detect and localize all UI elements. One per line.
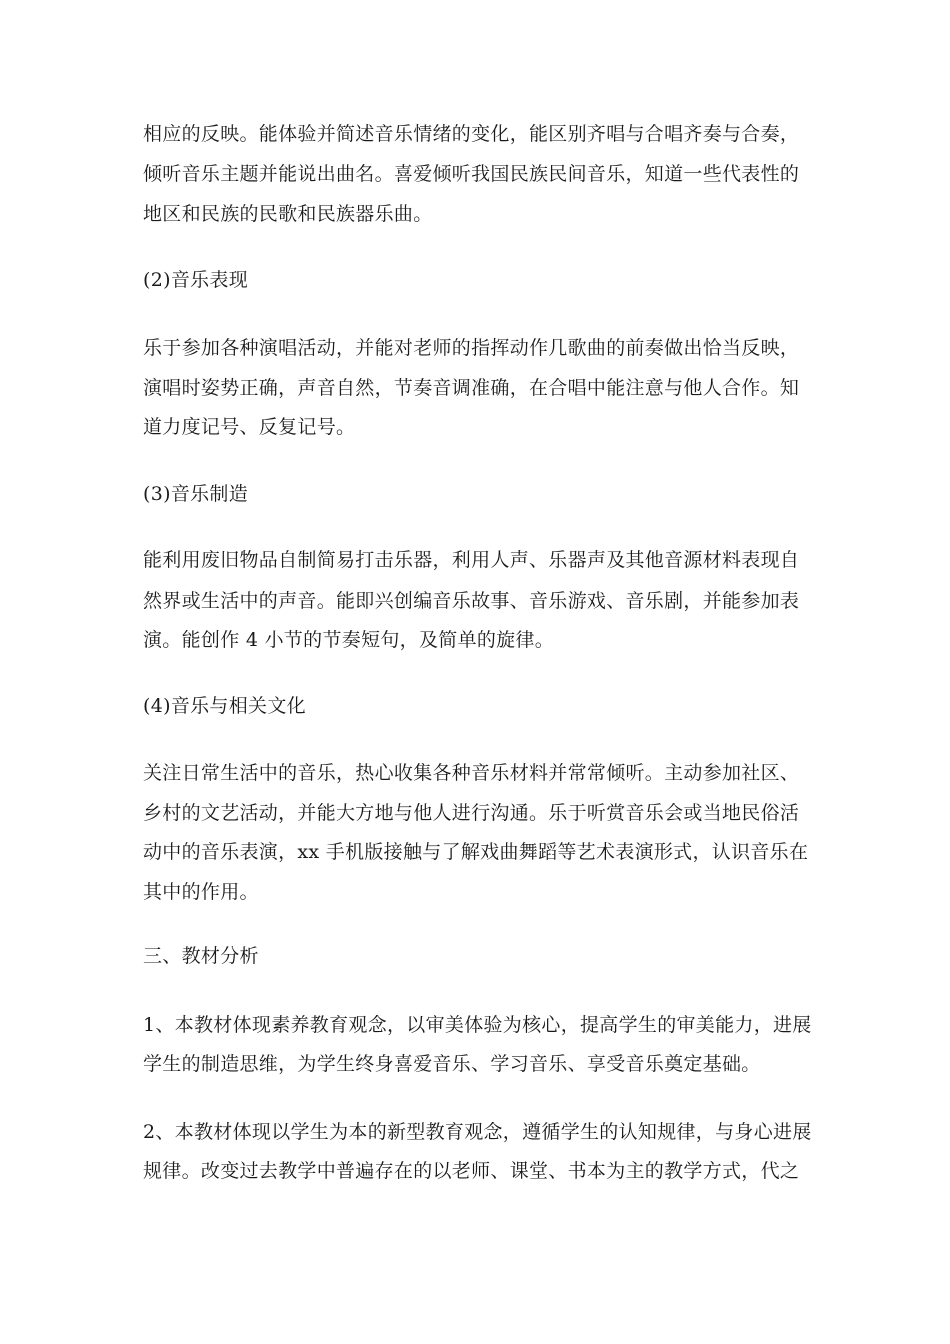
paragraph-line: 2、本教材体现以学生为本的新型教育观念，遵循学生的认知规律，与身心进展 [143,1121,812,1143]
paragraph-line: 倾听音乐主题并能说出曲名。喜爱倾听我国民族民间音乐，知道一些代表性的 [143,163,800,185]
paragraph-line: 乐于参加各种演唱活动，并能对老师的指挥动作几歌曲的前奏做出恰当反映， [143,337,800,359]
paragraph-line: 演。能创作 4 小节的节奏短句，及简单的旋律。 [143,629,555,651]
paragraph-line: 动中的音乐表演，xx 手机版接触与了解戏曲舞蹈等艺术表演形式，认识音乐在 [143,841,809,863]
section-heading: (2)音乐表现 [143,269,249,291]
section-heading: 三、教材分析 [143,945,259,967]
paragraph-line: 地区和民族的民歌和民族器乐曲。 [143,203,433,225]
paragraph-line: 相应的反映。能体验并简述音乐情绪的变化，能区别齐唱与合唱齐奏与合奏， [143,123,800,145]
paragraph-line: 1、本教材体现素养教育观念，以审美体验为核心，提高学生的审美能力，进展 [143,1014,812,1036]
paragraph-line: 其中的作用。 [143,881,259,903]
paragraph-line: 学生的制造思维，为学生终身喜爱音乐、学习音乐、享受音乐奠定基础。 [143,1053,761,1075]
section-heading: (4)音乐与相关文化 [143,695,306,717]
paragraph-line: 能利用废旧物品自制简易打击乐器，利用人声、乐器声及其他音源材料表现自 [143,549,800,571]
paragraph-line: 道力度记号、反复记号。 [143,416,356,438]
paragraph-line: 乡村的文艺活动，并能大方地与他人进行沟通。乐于听赏音乐会或当地民俗活 [143,802,800,824]
paragraph-line: 然界或生活中的声音。能即兴创编音乐故事、音乐游戏、音乐剧，并能参加表 [143,590,800,612]
paragraph-line: 演唱时姿势正确，声音自然，节奏音调准确，在合唱中能注意与他人合作。知 [143,377,800,399]
section-heading: (3)音乐制造 [143,483,249,505]
paragraph-line: 规律。改变过去教学中普遍存在的以老师、课堂、书本为主的教学方式，代之 [143,1160,800,1182]
paragraph-line: 关注日常生活中的音乐，热心收集各种音乐材料并常常倾听。主动参加社区、 [143,762,800,784]
